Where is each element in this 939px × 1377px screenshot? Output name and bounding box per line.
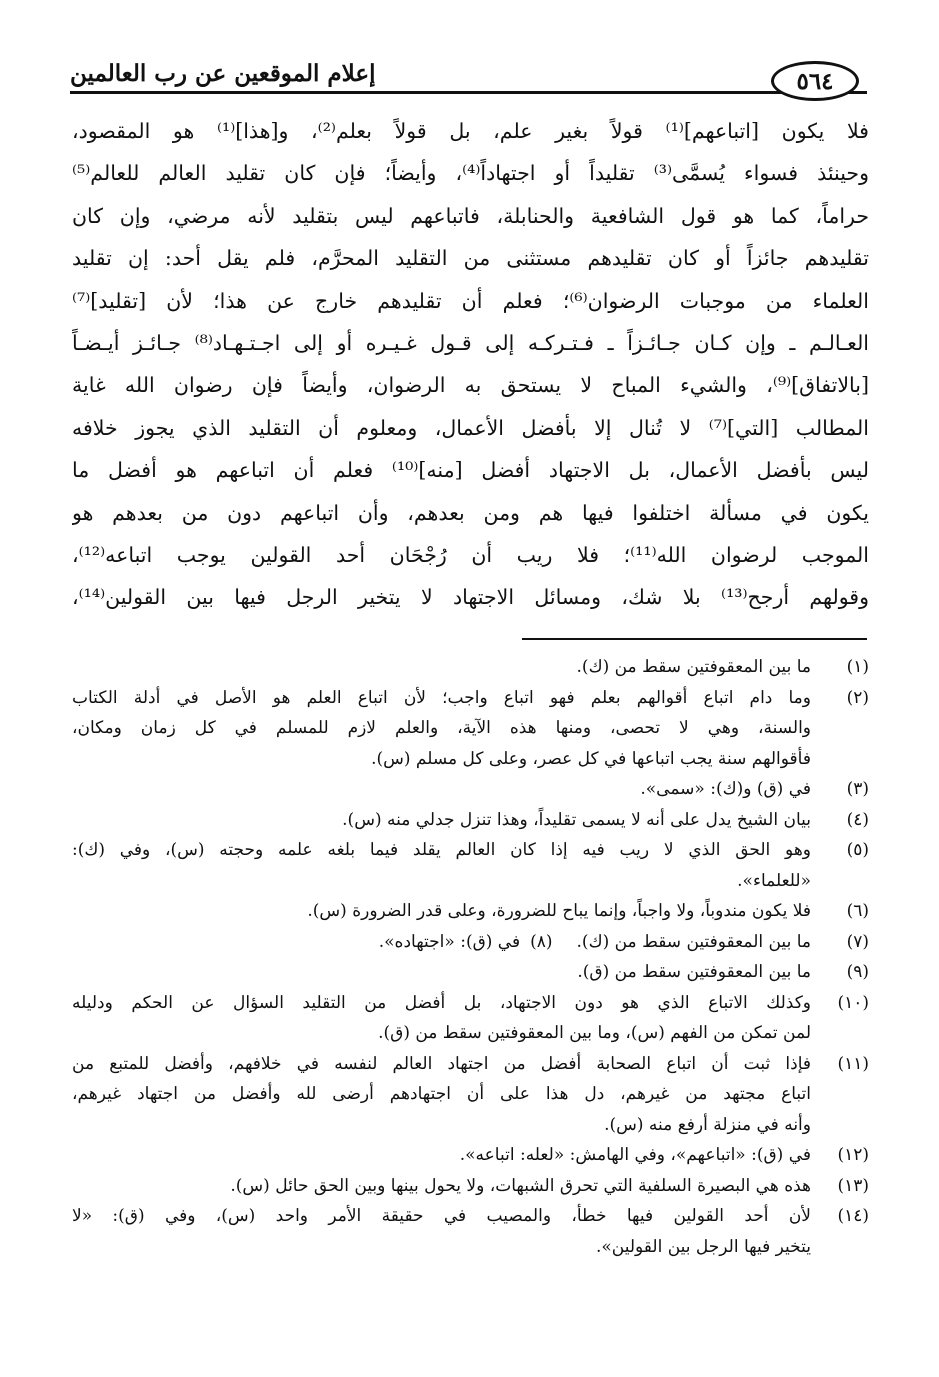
footnotes [72,652,869,1262]
footnote-number: (١٣) [837,1175,869,1196]
body-line: حراماً، كما هو قول الشافعية والحنابلة، فاتباعهم ليس بتقليد لأنه مرضي، وإن كان [72,203,869,228]
footnote-text: فلا يكون مندوباً، ولا واجباً، وإنما يباح للضرورة، وعلى قدر الضرورة (س). [307,901,811,921]
body-line: العلماء من موجبات الرضوان⁽⁶⁾؛ فعلم أن تقليدهم خارج عن هذا؛ لأن [تقليد]⁽⁷⁾ [72,288,869,313]
footnote-text: ما بين المعقوفتين سقط من (ك). [576,931,811,952]
footnote [72,835,869,896]
footnote-number: (١١) [837,1053,869,1074]
footnote-text: وكذلك الاتباع الذي هو دون الاجتهاد، بل أفضل من التقليد السؤال عن الحكم ودليله [72,992,811,1013]
body-line: العـالـم ـ وإن كـان جـائـزاً ـ فـتـركـه إلى قـول غـيـره أو إلى اجـتـهـاد⁽⁸⁾ جـائـز أيـضـاً [72,330,869,355]
footnote-number: (١٢) [837,1145,869,1165]
footnote [72,1171,869,1202]
body-line: الموجب لرضوان الله⁽¹¹⁾؛ فلا ريب أن رُجْحَان أحد القولين يوجب اتباعه⁽¹²⁾، [72,542,869,567]
header-rule [70,91,867,94]
main-text [72,110,869,619]
footnote [72,1049,869,1141]
footnote-text: يتخير فيها الرجل بين القولين». [595,1236,811,1257]
footnote [72,896,869,927]
footnote-separator [522,638,867,640]
body-line: وقولهم أرجح⁽¹³⁾ بلا شك، ومسائل الاجتهاد لا يتخير الرجل فيها بين القولين⁽¹⁴⁾، [72,585,869,610]
body-line: ليس بأفضل الأعمال، بل الاجتهاد أفضل [منه]⁽¹⁰⁾ فعلم أن اتباعهم هو أفضل ما [72,458,869,483]
footnote [72,1140,869,1171]
footnote-text: ما بين المعقوفتين سقط من (ق). [577,962,811,982]
footnote-number: (١٤) [837,1206,869,1226]
footnote-text: ما بين المعقوفتين سقط من (ك). [576,657,811,677]
footnote-text: هذه هي البصيرة السلفية التي تحرق الشبهات، ولا يحول بينها وبين الحق حائل (س). [230,1175,811,1196]
footnote [72,805,869,836]
footnote-number: (٣) [846,779,869,799]
footnote [72,683,869,775]
body-line: [بالاتفاق]⁽⁹⁾، والشيء المباح لا يستحق به الرضوان، وأيضاً فإن رضوان الله غاية [72,373,869,398]
page-header [70,38,867,96]
footnote-text: اتباع مجتهد من غيرهم، دل هذا على أن اجتهادهم أرضى لله وأفضل من اجتهاد غيرهم، [72,1084,811,1104]
body-line: فلا يكون [اتباعهم]⁽¹⁾ قولاً بغير علم، بل قولاً بعلم⁽²⁾، و[هذا]⁽¹⁾ هو المقصود، [72,119,869,143]
footnote [72,652,869,683]
footnote-text: وما دام اتباع أقوالهم بعلم فهو اتباع واجب؛ لأن اتباع العلم هو الأصل في أدلة الكتاب [72,687,811,708]
footnote-number: (١) [846,657,869,677]
footnote [72,774,869,805]
footnote [72,957,869,988]
footnote [72,1201,869,1262]
footnote-text: وأنه في منزلة أرفع منه (س). [604,1114,811,1135]
body-line: يكون في مسألة اختلفوا فيها هم ومن بعدهم، وأن اتباعهم دون من بعدهم هو [72,500,869,525]
footnote-text: في (ق): «اتباعهم»، وفي الهامش: «لعله: اتباعه». [459,1145,811,1165]
body-line: المطالب [التي]⁽⁷⁾ لا تُنال إلا بأفضل الأعمال، ومعلوم أن التقليد الذي يجوز خلافه [72,415,869,440]
footnote-number: (٥) [846,840,869,860]
footnote-text: وهو الحق الذي لا ريب فيه إذا كان العالم يقلد فيما بلغه علمه وحجته (س)، وفي (ك): [72,840,811,860]
footnote-text: لأن أحد القولين فيها خطأ، والمصيب في حقيقة الأمر واحد (س)، وفي (ق): «لا [72,1206,811,1226]
running-title: إعلام الموقعين عن رب العالمين [70,60,376,87]
footnote-text: بيان الشيخ يدل على أنه لا يسمى تقليداً، وهذا تنزل جدلي منه (س). [342,809,811,830]
footnote-number: (٦) [846,901,869,921]
footnote-text: فإذا ثبت أن اتباع الصحابة أفضل من اجتهاد العالم لنفسه في خلافهم، وأفضل للمتبع من [72,1053,811,1074]
page-number: ٥٦٤ [771,61,859,101]
footnote-text: في (ق): «اجتهاده». [378,931,521,952]
body-line: تقليدهم جائزاً أو كان تقليدهم مستثنى من التقليد المحرَّم، فلم يقل أحد: إن تقليد [72,246,869,271]
footnote-text: لمن تمكن من الفهم (س)، وما بين المعقوفتين سقط من (ق). [378,1023,811,1043]
footnote-number: (١٠) [837,992,869,1013]
footnote-text: في (ق) و(ك): «سمى». [640,779,811,799]
footnote-pair [72,927,869,958]
footnote-number: (٨) [530,931,553,952]
body-line: وحينئذ فسواء يُسمَّى⁽³⁾ تقليداً أو اجتهاداً⁽⁴⁾، وأيضاً؛ فإن كان تقليد العالم للعالم⁽⁵⁾ [72,161,869,186]
footnote-text: والسنة، وهي لا تحصى، ومنها هذه الآية، والعلم لازم للمسلم في كل زمان ومكان، [72,718,811,738]
footnote-row [72,927,811,958]
footnote-number: (٤) [846,809,869,830]
footnote-number: (٢) [846,687,869,708]
footnote-text: فأقوالهم سنة يجب اتباعها في كل عصر، وعلى كل مسلم (س). [371,748,811,769]
footnote-inline [379,927,553,958]
footnote [72,988,869,1049]
footnote-number: (٩) [846,962,869,982]
footnote-number: (٧) [846,931,869,952]
footnote-text: «للعلماء». [737,870,811,891]
